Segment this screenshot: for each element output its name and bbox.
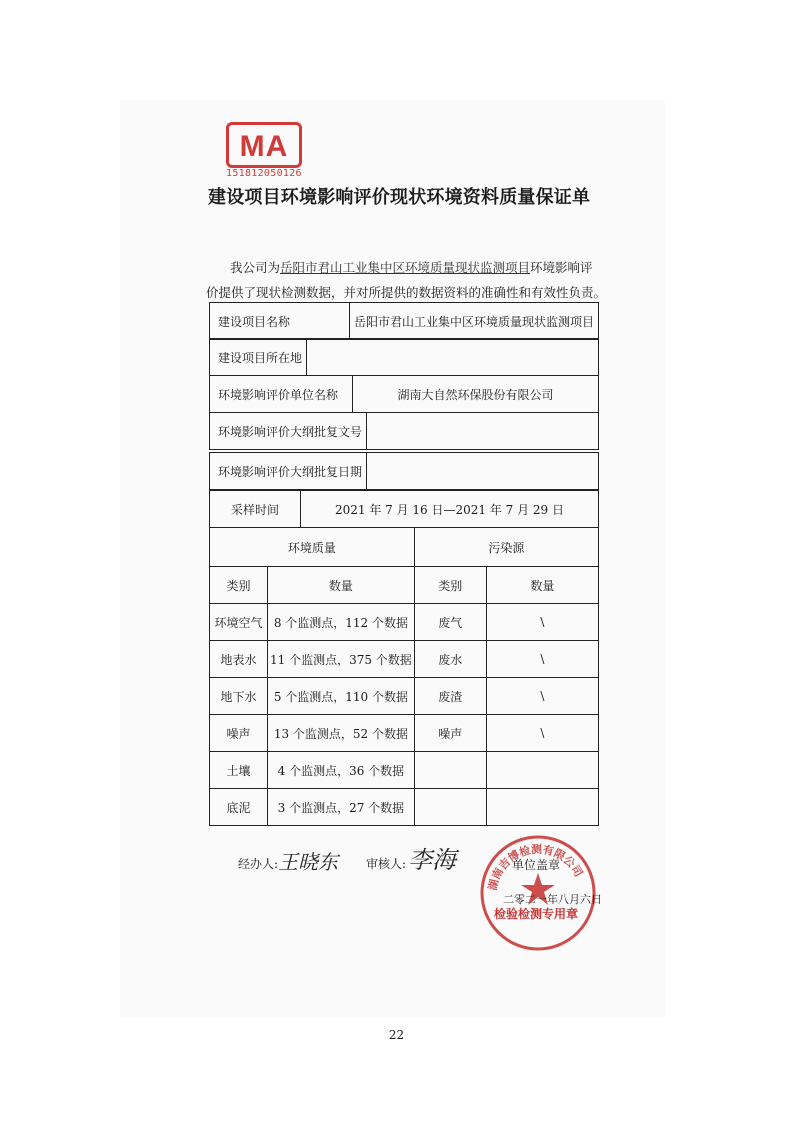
src-quantity: \ (486, 678, 598, 715)
cma-logo-text: MA (239, 130, 289, 163)
intro-line2: 价提供了现状检测数据，并对所提供的数据资料的准确性和有效性负责。 (206, 285, 607, 300)
env-category: 环境空气 (210, 604, 268, 641)
env-category: 噪声 (210, 715, 268, 752)
label-project-location: 建设项目所在地 (210, 339, 307, 376)
reviewer-label: 审核人: (366, 857, 407, 871)
table-row (210, 303, 599, 340)
table-row (210, 453, 599, 490)
value-sampling-time: 2021 年 7 月 16 日—2021 年 7 月 29 日 (301, 491, 599, 528)
table-row (210, 491, 599, 528)
table-row (210, 413, 599, 450)
table-subheader-row (210, 567, 599, 604)
env-quantity: 5 个监测点，110 个数据 (268, 678, 415, 715)
src-category: 废渣 (414, 678, 486, 715)
env-quality-header: 环境质量 (210, 528, 415, 567)
src-category-col: 类别 (414, 567, 486, 604)
env-category: 土壤 (210, 752, 268, 789)
cma-logo (226, 122, 302, 168)
label-eia-approval-date: 环境影响评价大纲批复日期 (210, 453, 367, 490)
handler-signature: 王晓东 (278, 850, 338, 874)
seal-label: 单位盖章 (512, 858, 561, 872)
reviewer-signature: 李海 (408, 846, 456, 874)
label-eia-approval-no: 环境影响评价大纲批复文号 (210, 413, 367, 450)
src-quantity-col: 数量 (486, 567, 598, 604)
eia-approval-no-table (209, 412, 599, 450)
pollution-source-header: 污染源 (414, 528, 598, 567)
table-row (210, 752, 599, 789)
intro-paragraph (206, 255, 607, 305)
env-quantity: 4 个监测点，36 个数据 (268, 752, 415, 789)
seal-ring-textpath: 湖南吉博检测有限公司 (486, 842, 586, 892)
src-category: 废水 (414, 641, 486, 678)
table-row (210, 789, 599, 826)
env-category-col: 类别 (210, 567, 268, 604)
value-project-location (307, 339, 599, 376)
src-category (414, 752, 486, 789)
value-eia-approval-date (367, 453, 599, 490)
intro-suffix: 环境影响评 (530, 260, 593, 275)
monitoring-data-table (209, 527, 599, 826)
env-quantity: 13 个监测点，52 个数据 (268, 715, 415, 752)
src-quantity: \ (486, 715, 598, 752)
eia-approval-date-table (209, 452, 599, 490)
seal-band-text: 检验检测专用章 (494, 907, 579, 921)
env-category: 底泥 (210, 789, 268, 826)
env-category: 地下水 (210, 678, 268, 715)
src-category: 废气 (414, 604, 486, 641)
table-row (210, 715, 599, 752)
table-row (210, 641, 599, 678)
src-category: 噪声 (414, 715, 486, 752)
intro-project: 岳阳市君山工业集中区环境质量现状监测项目 (280, 260, 531, 275)
table-row (210, 376, 599, 413)
label-project-name: 建设项目名称 (210, 303, 350, 340)
env-quantity-col: 数量 (268, 567, 415, 604)
project-info-table (209, 302, 599, 340)
eia-unit-table (209, 375, 599, 413)
value-eia-approval-no (367, 413, 599, 450)
value-project-name: 岳阳市君山工业集中区环境质量现状监测项目 (349, 303, 598, 340)
label-sampling-time: 采样时间 (210, 491, 301, 528)
src-quantity (486, 752, 598, 789)
page-number: 22 (388, 1028, 405, 1042)
env-quantity: 11 个监测点，375 个数据 (268, 641, 415, 678)
src-category (414, 789, 486, 826)
intro-prefix: 我公司为 (230, 260, 281, 275)
sampling-time-table (209, 490, 599, 528)
env-quantity: 8 个监测点，112 个数据 (268, 604, 415, 641)
env-category: 地表水 (210, 641, 268, 678)
label-eia-unit: 环境影响评价单位名称 (210, 376, 353, 413)
sign-date: 二零二一年八月六日 (503, 893, 602, 906)
src-quantity (486, 789, 598, 826)
handler-label: 经办人: (238, 857, 279, 871)
project-location-table (209, 338, 599, 376)
env-quantity: 3 个监测点，27 个数据 (268, 789, 415, 826)
document-title: 建设项目环境影响评价现状环境资料质量保证单 (208, 187, 591, 208)
cma-cert-number: 151812050126 (226, 168, 302, 179)
value-eia-unit: 湖南大自然环保股份有限公司 (353, 376, 599, 413)
table-row (210, 604, 599, 641)
table-header-row (210, 528, 599, 567)
src-quantity: \ (486, 604, 598, 641)
src-quantity: \ (486, 641, 598, 678)
table-row (210, 339, 599, 376)
table-row (210, 678, 599, 715)
